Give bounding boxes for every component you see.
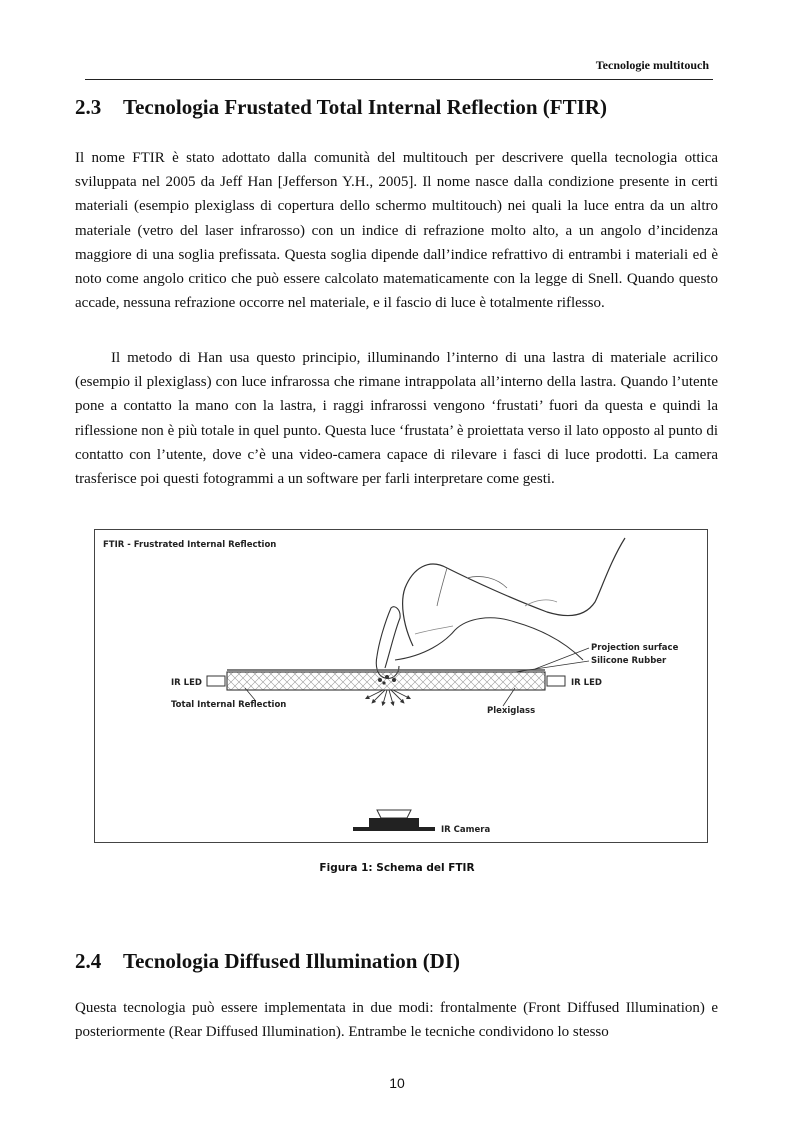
label-silicone-rubber: Silicone Rubber [591,656,667,666]
section-number: 2.3 [75,95,102,119]
label-plexiglass: Plexiglass [487,706,536,716]
figure-title: FTIR - Frustrated Internal Reflection [103,540,277,550]
ir-led-left-icon [207,676,225,686]
header-divider [85,79,713,80]
label-ir-led-left: IR LED [171,678,202,688]
section-heading-2-3 [75,95,607,120]
section-title: Tecnologia Diffused Illumination (DI) [123,949,461,973]
ir-led-right-icon [547,676,565,686]
section-number: 2.4 [75,949,102,973]
label-ir-led-right: IR LED [571,678,602,688]
running-header: Tecnologie multitouch [595,58,709,72]
plexiglass-slab [227,672,545,690]
figure-caption: Figura 1: Schema del FTIR [319,862,475,874]
label-projection-surface: Projection surface [591,643,679,653]
ir-camera-icon [353,810,435,831]
label-total-internal-reflection: Total Internal Reflection [171,700,287,710]
section-title: Tecnologia Frustated Total Internal Reflection (FTIR) [123,95,607,119]
section-heading-2-4 [75,949,460,974]
paragraph-han-method: Il metodo di Han usa questo principio, illuminando l’interno di una lastra di materiale acrilico (esempio il plexiglass) con luce infrarossa che rimane intrappolata all’interno della lastra. Quando l’utente pone a contatto la mano con la lastra, i raggi infrarossi vengono ‘frustati’ fuori da questa e quindi la riflessione non è più totale in quel punto. Questa luce ‘frustata’ è proiettata verso il lato opposto al punto di contatto con l’utente, dove c’è una video-camera capace di rilevare i fasci di luce prodotti. La camera trasferisce poi questi fotogrammi a un software per farli interpretare come gesti. [75,350,718,488]
paragraph-di-intro: Questa tecnologia può essere implementata in due modi: frontalmente (Front Diffused Illumination) e posteriormente (Rear Diffused Illumination). Entrambe le tecniche condividono lo stesso [75,1000,718,1041]
page-number: 10 [389,1075,405,1091]
paragraph-ftir-definition: Il nome FTIR è stato adottato dalla comunità del multitouch per descrivere quella tecnologia ottica sviluppata nel 2005 da Jeff Han [Jefferson Y.H., 2005]. Il nome nasce dalla condizione presente in certi materiali (esempio plexiglass di copertura dello schermo multitouch) nei quali la luce entra da un altro materiale (vetro del laser infrarosso) con un indice di refrazione molto alto, a un angolo d’incidenza maggiore di una soglia prefissata. Questa soglia dipende dall’indice refrattivo di entrambi i materiali ed è noto come angolo critico che può essere calcolato matematicamente con la legge di Snell. Quando questo accade, nessuna refrazione occorre nel materiale, e il fascio di luce è totalmente riflesso. [75,150,718,312]
hand-illustration [376,538,625,678]
ftir-diagram [94,529,708,843]
label-ir-camera: IR Camera [441,825,491,835]
